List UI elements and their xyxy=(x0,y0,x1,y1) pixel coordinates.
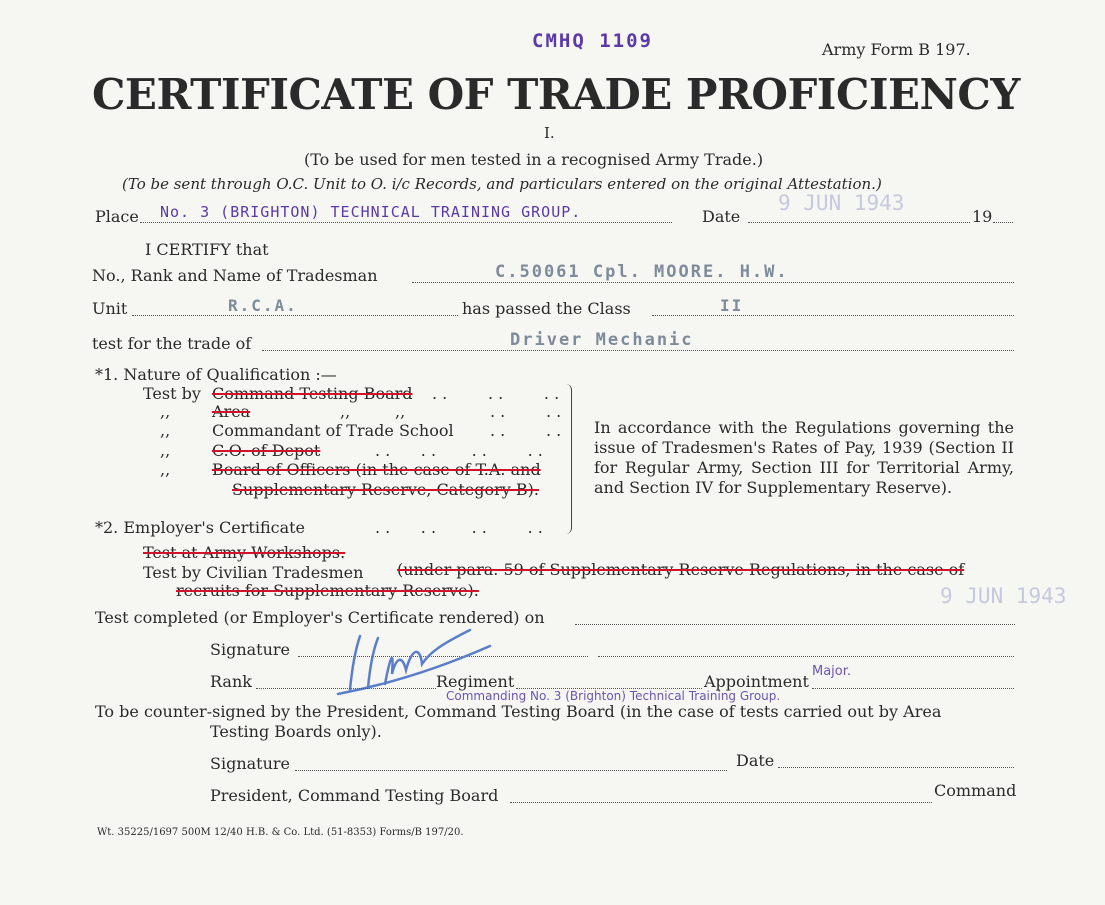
place-label: Place xyxy=(95,207,139,226)
printer-line: Wt. 35225/1697 500M 12/40 H.B. & Co. Ltd. (51-8353) Forms/B 197/20. xyxy=(97,827,464,838)
reference-stamp: CMHQ 1109 xyxy=(532,30,653,52)
document-title: CERTIFICATE OF TRADE PROFICIENCY xyxy=(92,70,1020,119)
appointment-value: Major. xyxy=(812,664,852,679)
signature-label: Signature xyxy=(210,640,291,659)
option-army-workshops: Test at Army Workshops. xyxy=(143,543,346,562)
ditto-mark: ,, xyxy=(160,460,171,479)
unit-value: R.C.A. xyxy=(228,296,298,315)
ditto-mark: ,, xyxy=(160,441,171,460)
class-label: has passed the Class xyxy=(462,299,631,318)
unit-label: Unit xyxy=(92,299,128,318)
option-board-of-officers: Board of Officers (in the case of T.A. and xyxy=(212,460,541,479)
test-by-label: Test by xyxy=(143,384,201,403)
tradesman-label: No., Rank and Name of Tradesman xyxy=(92,266,378,285)
option-board-of-officers-cont: Supplementary Reserve, Category B). xyxy=(232,480,539,499)
form-number: Army Form B 197. xyxy=(822,40,971,59)
option-co-of-depot: C.O. of Depot xyxy=(212,441,321,460)
countersign-instruction: To be counter-signed by the President, Command Testing Board (in the case of tests carried out by Area xyxy=(95,702,942,721)
employer-certificate-heading: *2. Employer's Certificate xyxy=(95,518,306,537)
civilian-struck-clause: (under para. 59 of Supplementary Reserve Regulations, in the case of xyxy=(397,560,965,579)
president-label: President, Command Testing Board xyxy=(210,786,499,805)
class-value: II xyxy=(720,296,744,315)
subtitle: (To be used for men tested in a recognised Army Trade.) xyxy=(304,150,764,169)
place-value: No. 3 (BRIGHTON) TECHNICAL TRAINING GROUP. xyxy=(160,203,582,221)
regiment-label: Regiment xyxy=(436,672,515,691)
command-label: Command xyxy=(934,781,1017,800)
section-number: I. xyxy=(544,124,555,142)
trade-value: Driver Mechanic xyxy=(510,330,694,350)
test-completed-label: Test completed (or Employer's Certificate rendered) on xyxy=(95,608,545,627)
document-page: CMHQ 1109 Army Form B 197. CERTIFICATE OF TRADE PROFICIENCY I. (To be used for men tested in a recognised Army Trade.) (To be sent through O.C. Unit to O. i/c Records, and particulars entered on the original Attestation.) Place No. 3 (BRIGHTON) TECHNICAL TRAINING GROUP. Date 9 JUN 1943 19 I CERTIFY that No., Rank and Name of Tradesman C.50061 Cpl. MOORE. H.W. Unit R.C.A. has passed the Class II test for the trade of Driver Mechanic *1. Nature of Qualification :— Test by Command Testing Board . . . . . . ,, Area ,, ,, . . . . ,, Commandant of Trade School . . . . ,, C.O. of Depot . . . . . . . . ,, Board of Officers (in the case of T.A. and Supplementary Reserve, Category B). In accordance with the Regulations governing the issue of Tradesmen's Rates of Pay, 1939 (Section II for Regular Army, Section III for Territorial Army, and Section IV for Supplementary Reserve). *2. Employer's Certificate . . . . . . . . Test at Army Workshops. Test by Civilian Tradesmen (under para. 59 of Supplementary Reserve Regulations, in the case of recruits for Supplementary Reserve). Test completed (or Employer's Certificate rendered) on 9 JUN 1943 Signature Rank Regiment Appointment Major. Commanding No. 3 (Brighton) Technical Training Group. To be counter-signed by the President, Command Testing Board (in the case of tests carried out by Area Testing Boards only). Signature Date President, Command Testing Board Command Wt. 35225/1697 500M 12/40 H.B. & Co. Ltd. (51-8353) Forms/B 197/20. xyxy=(92,30,1067,838)
qualification-heading: *1. Nature of Qualification :— xyxy=(95,365,337,384)
signature2-label: Signature xyxy=(210,754,291,773)
option-civilian-tradesmen: Test by Civilian Tradesmen xyxy=(143,563,364,582)
date-label: Date xyxy=(702,207,741,226)
certify-text: I CERTIFY that xyxy=(145,240,269,259)
ditto-mark: ,, xyxy=(340,402,351,421)
trade-label: test for the trade of xyxy=(92,334,252,353)
rank-label: Rank xyxy=(210,672,252,691)
ditto-mark: ,, xyxy=(395,402,406,421)
regulations-note: In accordance with the Regulations governing the issue of Tradesmen's Rates of Pay, 1939 (Section II for Regular Army, Section III for Territorial Army, and Section IV for Supplementary Reserve). xyxy=(594,418,1014,497)
year-suffix: 19 xyxy=(972,207,993,226)
date2-label: Date xyxy=(736,751,775,770)
ditto-mark: ,, xyxy=(160,421,171,440)
appointment-stamp: Commanding No. 3 (Brighton) Technical Training Group. xyxy=(446,689,781,703)
date-stamp: 9 JUN 1943 xyxy=(778,191,905,215)
ditto-mark: ,, xyxy=(160,402,171,421)
date-stamp-2: 9 JUN 1943 xyxy=(940,584,1067,608)
civilian-struck-clause-cont: recruits for Supplementary Reserve). xyxy=(176,581,479,600)
option-command-testing-board: Command Testing Board xyxy=(212,384,413,403)
option-commandant-trade-school: Commandant of Trade School xyxy=(212,421,454,440)
bracket xyxy=(566,384,572,534)
countersign-instruction-cont: Testing Boards only). xyxy=(210,722,382,741)
appointment-label: Appointment xyxy=(704,672,809,691)
option-area: Area xyxy=(212,402,251,421)
instructions: (To be sent through O.C. Unit to O. i/c Records, and particulars entered on the original Attestation.) xyxy=(122,175,882,193)
tradesman-value: C.50061 Cpl. MOORE. H.W. xyxy=(495,262,789,282)
